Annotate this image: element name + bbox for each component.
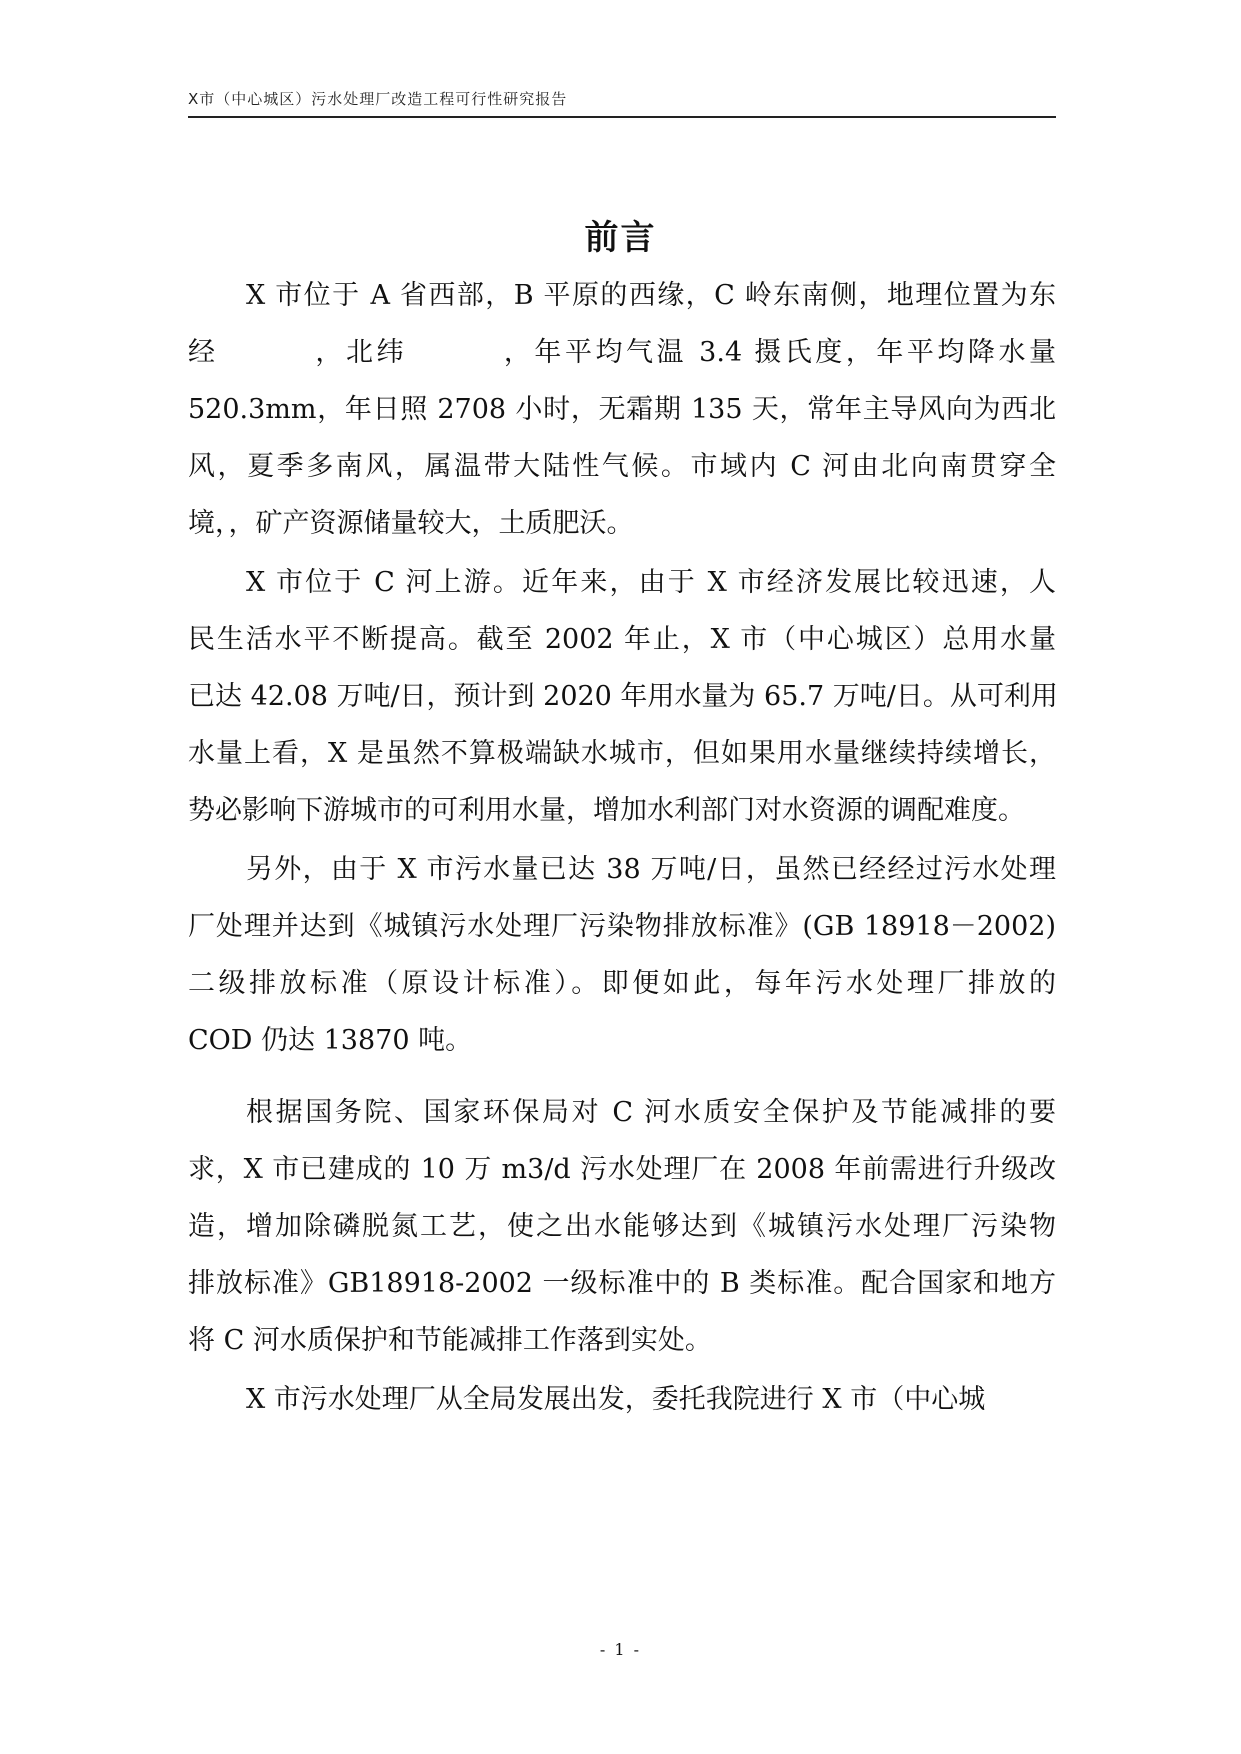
paragraph-line: 境，，矿产资源储量较大，土质肥沃。 (188, 508, 634, 539)
paragraph-line: 二级排放标准（原设计标准）。即便如此，每年污水处理厂排放的 (188, 968, 1056, 999)
paragraph-line: 民生活水平不断提高。截至 2002 年止，X 市（中心城区）总用水量 (188, 624, 1056, 655)
paragraph-line: 造，增加除磷脱氮工艺，使之出水能够达到《城镇污水处理厂污染物 (188, 1211, 1056, 1242)
paragraph-line: 厂处理并达到《城镇污水处理厂污染物排放标准》(GB 18918－2002) (188, 911, 1056, 942)
paragraph-line: 根据国务院、国家环保局对 C 河水质安全保护及节能减排的要 (246, 1097, 1056, 1128)
paragraph-line: 排放标准》GB18918-2002 一级标准中的 B 类标准。配合国家和地方 (188, 1268, 1056, 1299)
paragraph-line: 水量上看，X 是虽然不算极端缺水城市，但如果用水量继续持续增长， (188, 738, 1056, 769)
paragraph-line: 经 ，北纬 ，年平均气温 3.4 摄氏度，年平均降水量 (188, 337, 1056, 368)
section-heading: 前言 (584, 218, 657, 258)
paragraph-line: X 市位于 A 省西部，B 平原的西缘，C 岭东南侧，地理位置为东 (246, 280, 1056, 311)
paragraph-line: 势必影响下游城市的可利用水量，增加水利部门对水资源的调配难度。 (188, 795, 1025, 826)
page-number: - 1 - (599, 1640, 642, 1659)
page-header (188, 86, 1056, 118)
paragraph-line: 已达 42.08 万吨/日，预计到 2020 年用水量为 65.7 万吨/日。从可利用 (188, 681, 1058, 712)
paragraph-line: 另外，由于 X 市污水量已达 38 万吨/日，虽然已经经过污水处理 (246, 854, 1056, 885)
paragraph-line: 风，夏季多南风，属温带大陆性气候。市域内 C 河由北向南贯穿全 (188, 451, 1056, 482)
paragraph-line: X 市位于 C 河上游。近年来，由于 X 市经济发展比较迅速，人 (246, 567, 1056, 598)
paragraph-line: X 市污水处理厂从全局发展出发，委托我院进行 X 市（中心城 (246, 1384, 986, 1415)
paragraph-line: 将 C 河水质保护和节能减排工作落到实处。 (188, 1325, 712, 1356)
paragraph-line: 520.3mm，年日照 2708 小时，无霜期 135 天，常年主导风向为西北 (188, 394, 1056, 425)
paragraph-line: 求，X 市已建成的 10 万 m3/d 污水处理厂在 2008 年前需进行升级改 (188, 1154, 1056, 1185)
running-header-title: X市（中心城区）污水处理厂改造工程可行性研究报告 (188, 90, 568, 108)
paragraph-line: COD 仍达 13870 吨。 (188, 1025, 473, 1056)
